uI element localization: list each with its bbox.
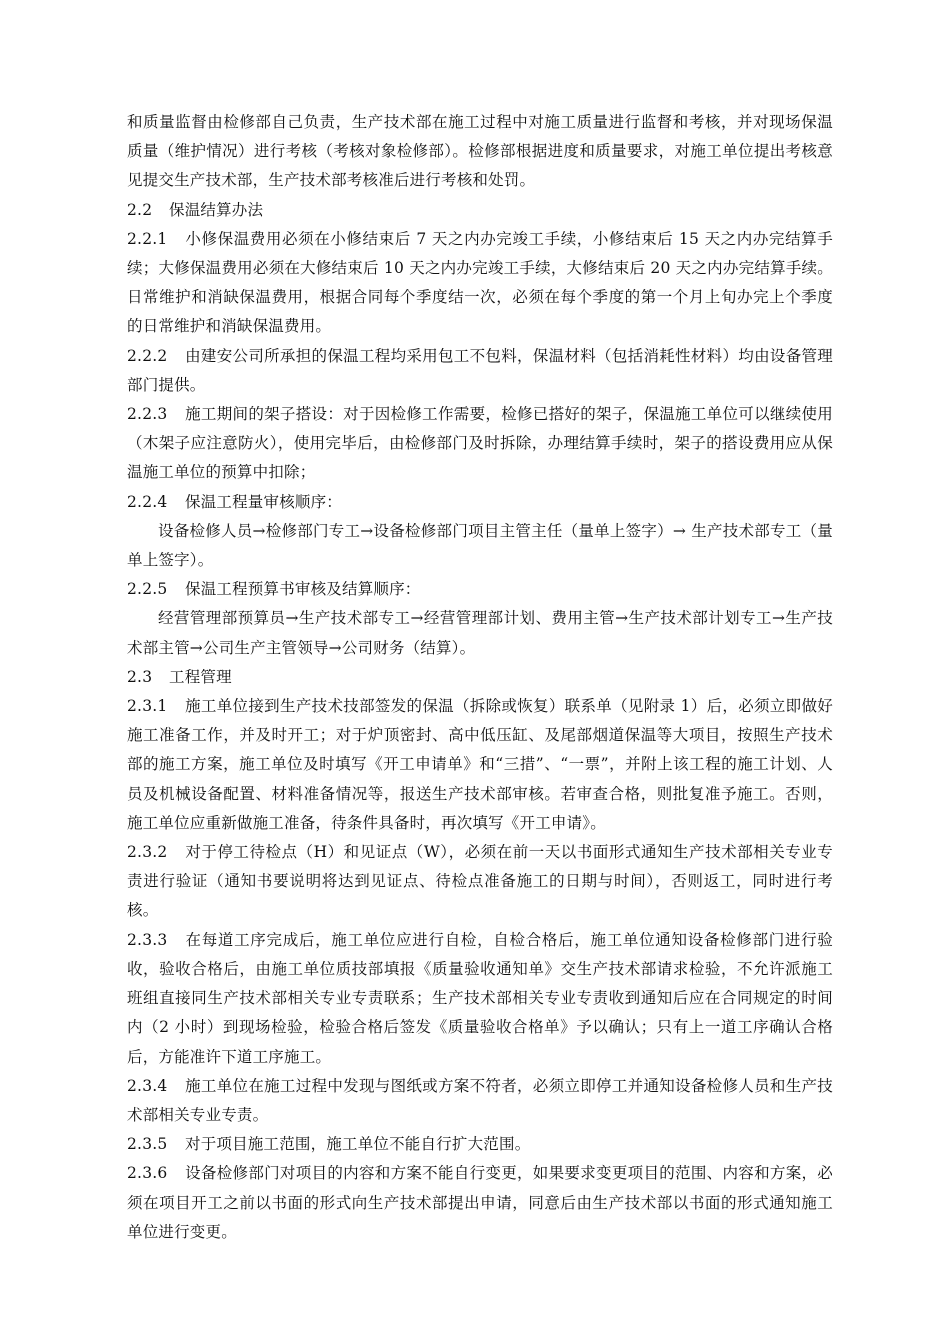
section-number: 2.3 xyxy=(127,667,153,686)
clause-number: 2.3.3 xyxy=(127,930,168,949)
section-number: 2.2 xyxy=(127,200,153,219)
clause-number: 2.2.1 xyxy=(127,229,168,248)
settlement-sequence xyxy=(127,604,833,662)
clause-2-2-5 xyxy=(127,575,833,604)
clause-text: 设备检修部门对项目的内容和方案不能自行变更，如果要求变更项目的范围、内容和方案，必须在项目开工之前以书面的形式向生产技术部提出申请，同意后由生产技术部以书面的形式通知施工单位进行变更。 xyxy=(127,1164,833,1241)
clause-2-3-4 xyxy=(127,1072,833,1130)
paragraph-continuation xyxy=(127,108,833,196)
clause-number: 2.3.1 xyxy=(127,697,168,716)
clause-number: 2.3.6 xyxy=(127,1164,168,1183)
clause-text: 对于停工待检点（H）和见证点（W），必须在前一天以书面形式通知生产技术部相关专业专责进行验证（通知书要说明将达到见证点、待检点准备施工的日期与时间），否则返工，同时进行考核。 xyxy=(127,843,833,920)
clause-2-2-1 xyxy=(127,225,833,342)
clause-2-3-1 xyxy=(127,692,833,838)
clause-text: 对于项目施工范围，施工单位不能自行扩大范围。 xyxy=(185,1135,531,1154)
document-page xyxy=(127,108,833,1247)
clause-text: 施工单位在施工过程中发现与图纸或方案不符者，必须立即停工并通知设备检修人员和生产技术部相关专业专责。 xyxy=(127,1076,833,1124)
review-sequence xyxy=(127,517,833,575)
clause-2-3-2 xyxy=(127,838,833,926)
clause-number: 2.2.3 xyxy=(127,405,168,424)
clause-2-3-3 xyxy=(127,926,833,1072)
clause-text: 小修保温费用必须在小修结束后 7 天之内办完竣工手续，小修结束后 15 天之内办完结算手续；大修保温费用必须在大修结束后 10 天之内办完竣工手续，大修结束后 20 天之内办完结算手续。日常维护和消缺保温费用，根据合同每个季度结一次，必须在每个季度的第一个月上旬办完上个季度的日常维护和消缺保温费用。 xyxy=(127,229,833,336)
clause-number: 2.2.2 xyxy=(127,346,168,365)
paragraph-text: 和质量监督由检修部自己负责，生产技术部在施工过程中对施工质量进行监督和考核，并对现场保温质量（维护情况）进行考核（考核对象检修部）。检修部根据进度和质量要求，对施工单位提出考核意见提交生产技术部，生产技术部考核准后进行考核和处罚。 xyxy=(127,113,833,190)
clause-2-2-4 xyxy=(127,488,833,517)
clause-text: 施工期间的架子搭设：对于因检修工作需要，检修已搭好的架子，保温施工单位可以继续使用（木架子应注意防火），使用完毕后，由检修部门及时拆除，办理结算手续时，架子的搭设费用应从保温施工单位的预算中扣除； xyxy=(127,405,833,482)
clause-number: 2.2.4 xyxy=(127,492,168,511)
clause-2-2-3 xyxy=(127,400,833,488)
paragraph-text: 设备检修人员→检修部门专工→设备检修部门项目主管主任（量单上签字）→ 生产技术部专工（量单上签字）。 xyxy=(127,521,833,570)
clause-2-3-6 xyxy=(127,1159,833,1247)
clause-number: 2.3.5 xyxy=(127,1135,168,1154)
paragraph-text: 经营管理部预算员→生产技术部专工→经营管理部计划、费用主管→生产技术部计划专工→生产技术部主管→公司生产主管领导→公司财务（结算）。 xyxy=(127,609,833,657)
clause-text: 保温工程量审核顺序： xyxy=(185,492,343,511)
clause-number: 2.3.2 xyxy=(127,843,168,862)
section-title: 保温结算办法 xyxy=(169,200,264,219)
clause-text: 保温工程预算书审核及结算顺序： xyxy=(185,580,421,599)
clause-2-2-2 xyxy=(127,342,833,400)
clause-number: 2.2.5 xyxy=(127,580,168,599)
clause-text: 施工单位接到生产技术技部签发的保温（拆除或恢复）联系单（见附录 1）后，必须立即做好施工准备工作，并及时开工；对于炉顶密封、高中低压缸、及尾部烟道保温等大项目，按照生产技术部的施工方案，施工单位及时填写《开工申请单》和“三措”、“一票”，并附上该工程的施工计划、人员及机械设备配置、材料准备情况等，报送生产技术部审核。若审查合格，则批复准予施工。否则，施工单位应重新做施工准备，待条件具备时，再次填写《开工申请》。 xyxy=(127,697,833,832)
section-heading-2-3 xyxy=(127,663,833,692)
clause-text: 由建安公司所承担的保温工程均采用包工不包料，保温材料（包括消耗性材料）均由设备管理部门提供。 xyxy=(127,346,833,394)
section-title: 工程管理 xyxy=(169,667,232,686)
clause-text: 在每道工序完成后，施工单位应进行自检，自检合格后，施工单位通知设备检修部门进行验收，验收合格后，由施工单位质技部填报《质量验收通知单》交生产技术部请求检验，不允许派施工班组直接同生产技术部相关专业专责联系；生产技术部相关专业专责收到通知后应在合同规定的时间内（2 小时）到现场检验，检验合格后签发《质量验收合格单》予以确认；只有上一道工序确认合格后，方能准许下道工序施工。 xyxy=(127,930,833,1066)
clause-2-3-5 xyxy=(127,1130,833,1159)
clause-number: 2.3.4 xyxy=(127,1076,168,1095)
section-heading-2-2 xyxy=(127,196,833,225)
